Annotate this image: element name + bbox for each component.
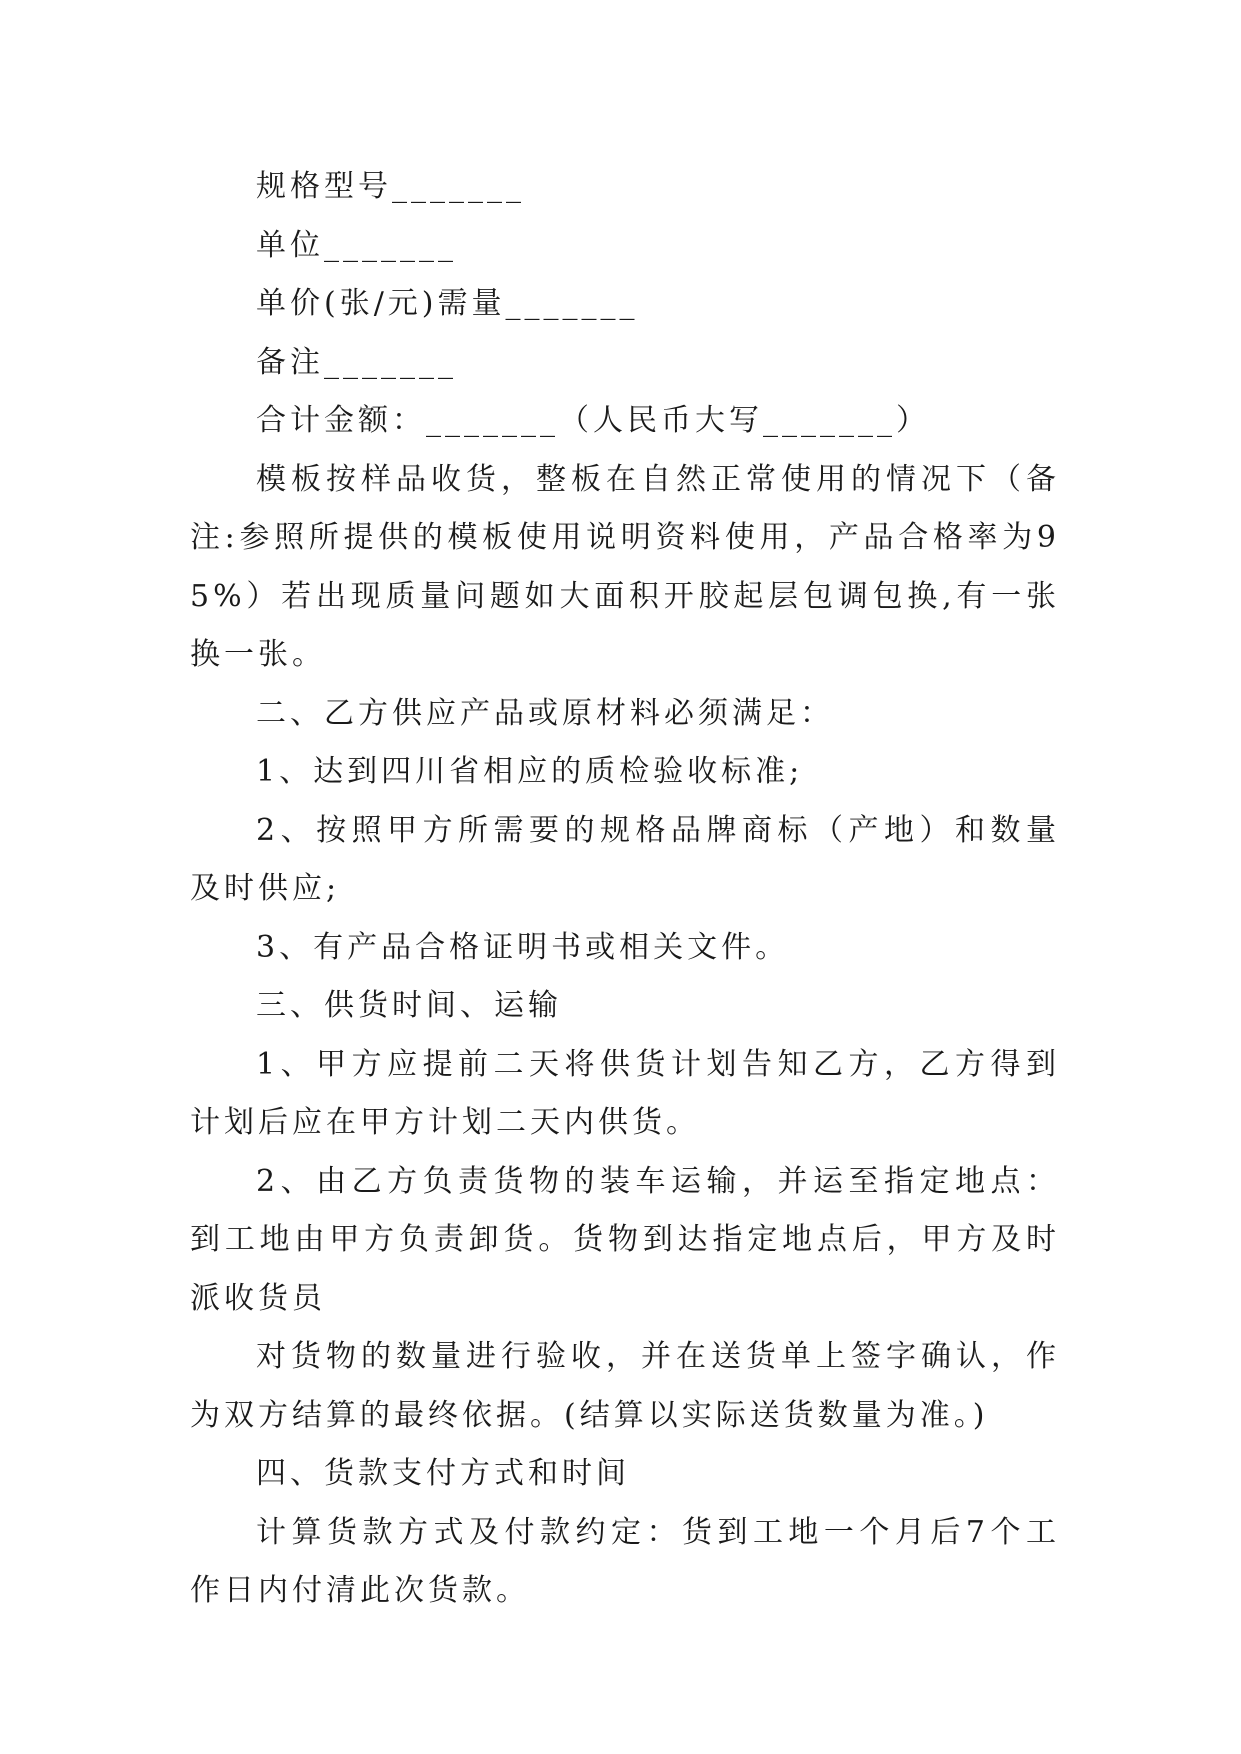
section-three-heading: 三、供货时间、运输: [256, 988, 562, 1023]
remark-line: 备注_______: [256, 344, 457, 380]
spec-model-line: 规格型号_______: [256, 169, 525, 204]
section-two-item-2: 2、按照甲方所需要的规格品牌商标（产地）和数量及时供应;: [190, 812, 1060, 906]
section-two-item-3: 3、有产品合格证明书或相关文件。: [256, 929, 790, 965]
document-body: [190, 158, 1060, 1621]
section-two-item-1: 1、达到四川省相应的质检验收标准;: [256, 754, 804, 789]
payment-terms-paragraph: 计算货款方式及付款约定：货到工地一个月后7个工作日内付清此次货款。: [190, 1514, 1060, 1608]
section-three-item-1: 1、甲方应提前二天将供货计划告知乙方，乙方得到计划后应在甲方计划二天内供货。: [190, 1046, 1060, 1140]
unit-price-quantity-line: 单价(张/元)需量_______: [256, 286, 639, 321]
section-two-heading: 二、乙方供应产品或原材料必须满足：: [256, 695, 834, 731]
acceptance-paragraph: 对货物的数量进行验收，并在送货单上签字确认，作为双方结算的最终依据。(结算以实际送货数量为准。): [190, 1339, 1060, 1433]
quality-terms-paragraph: 模板按样品收货，整板在自然正常使用的情况下（备注:参照所提供的模板使用说明资料使用，产品合格率为95%）若出现质量问题如大面积开胶起层包调包换,有一张换一张。: [190, 461, 1060, 672]
section-three-item-2: 2、由乙方负责货物的装车运输，并运至指定地点：到工地由甲方负责卸货。货物到达指定地点后，甲方及时派收货员: [190, 1163, 1060, 1316]
section-four-heading: 四、货款支付方式和时间: [256, 1456, 630, 1491]
unit-line: 单位_______: [256, 227, 457, 263]
total-amount-line: 合计金额：_______（人民币大写_______）: [256, 403, 930, 438]
